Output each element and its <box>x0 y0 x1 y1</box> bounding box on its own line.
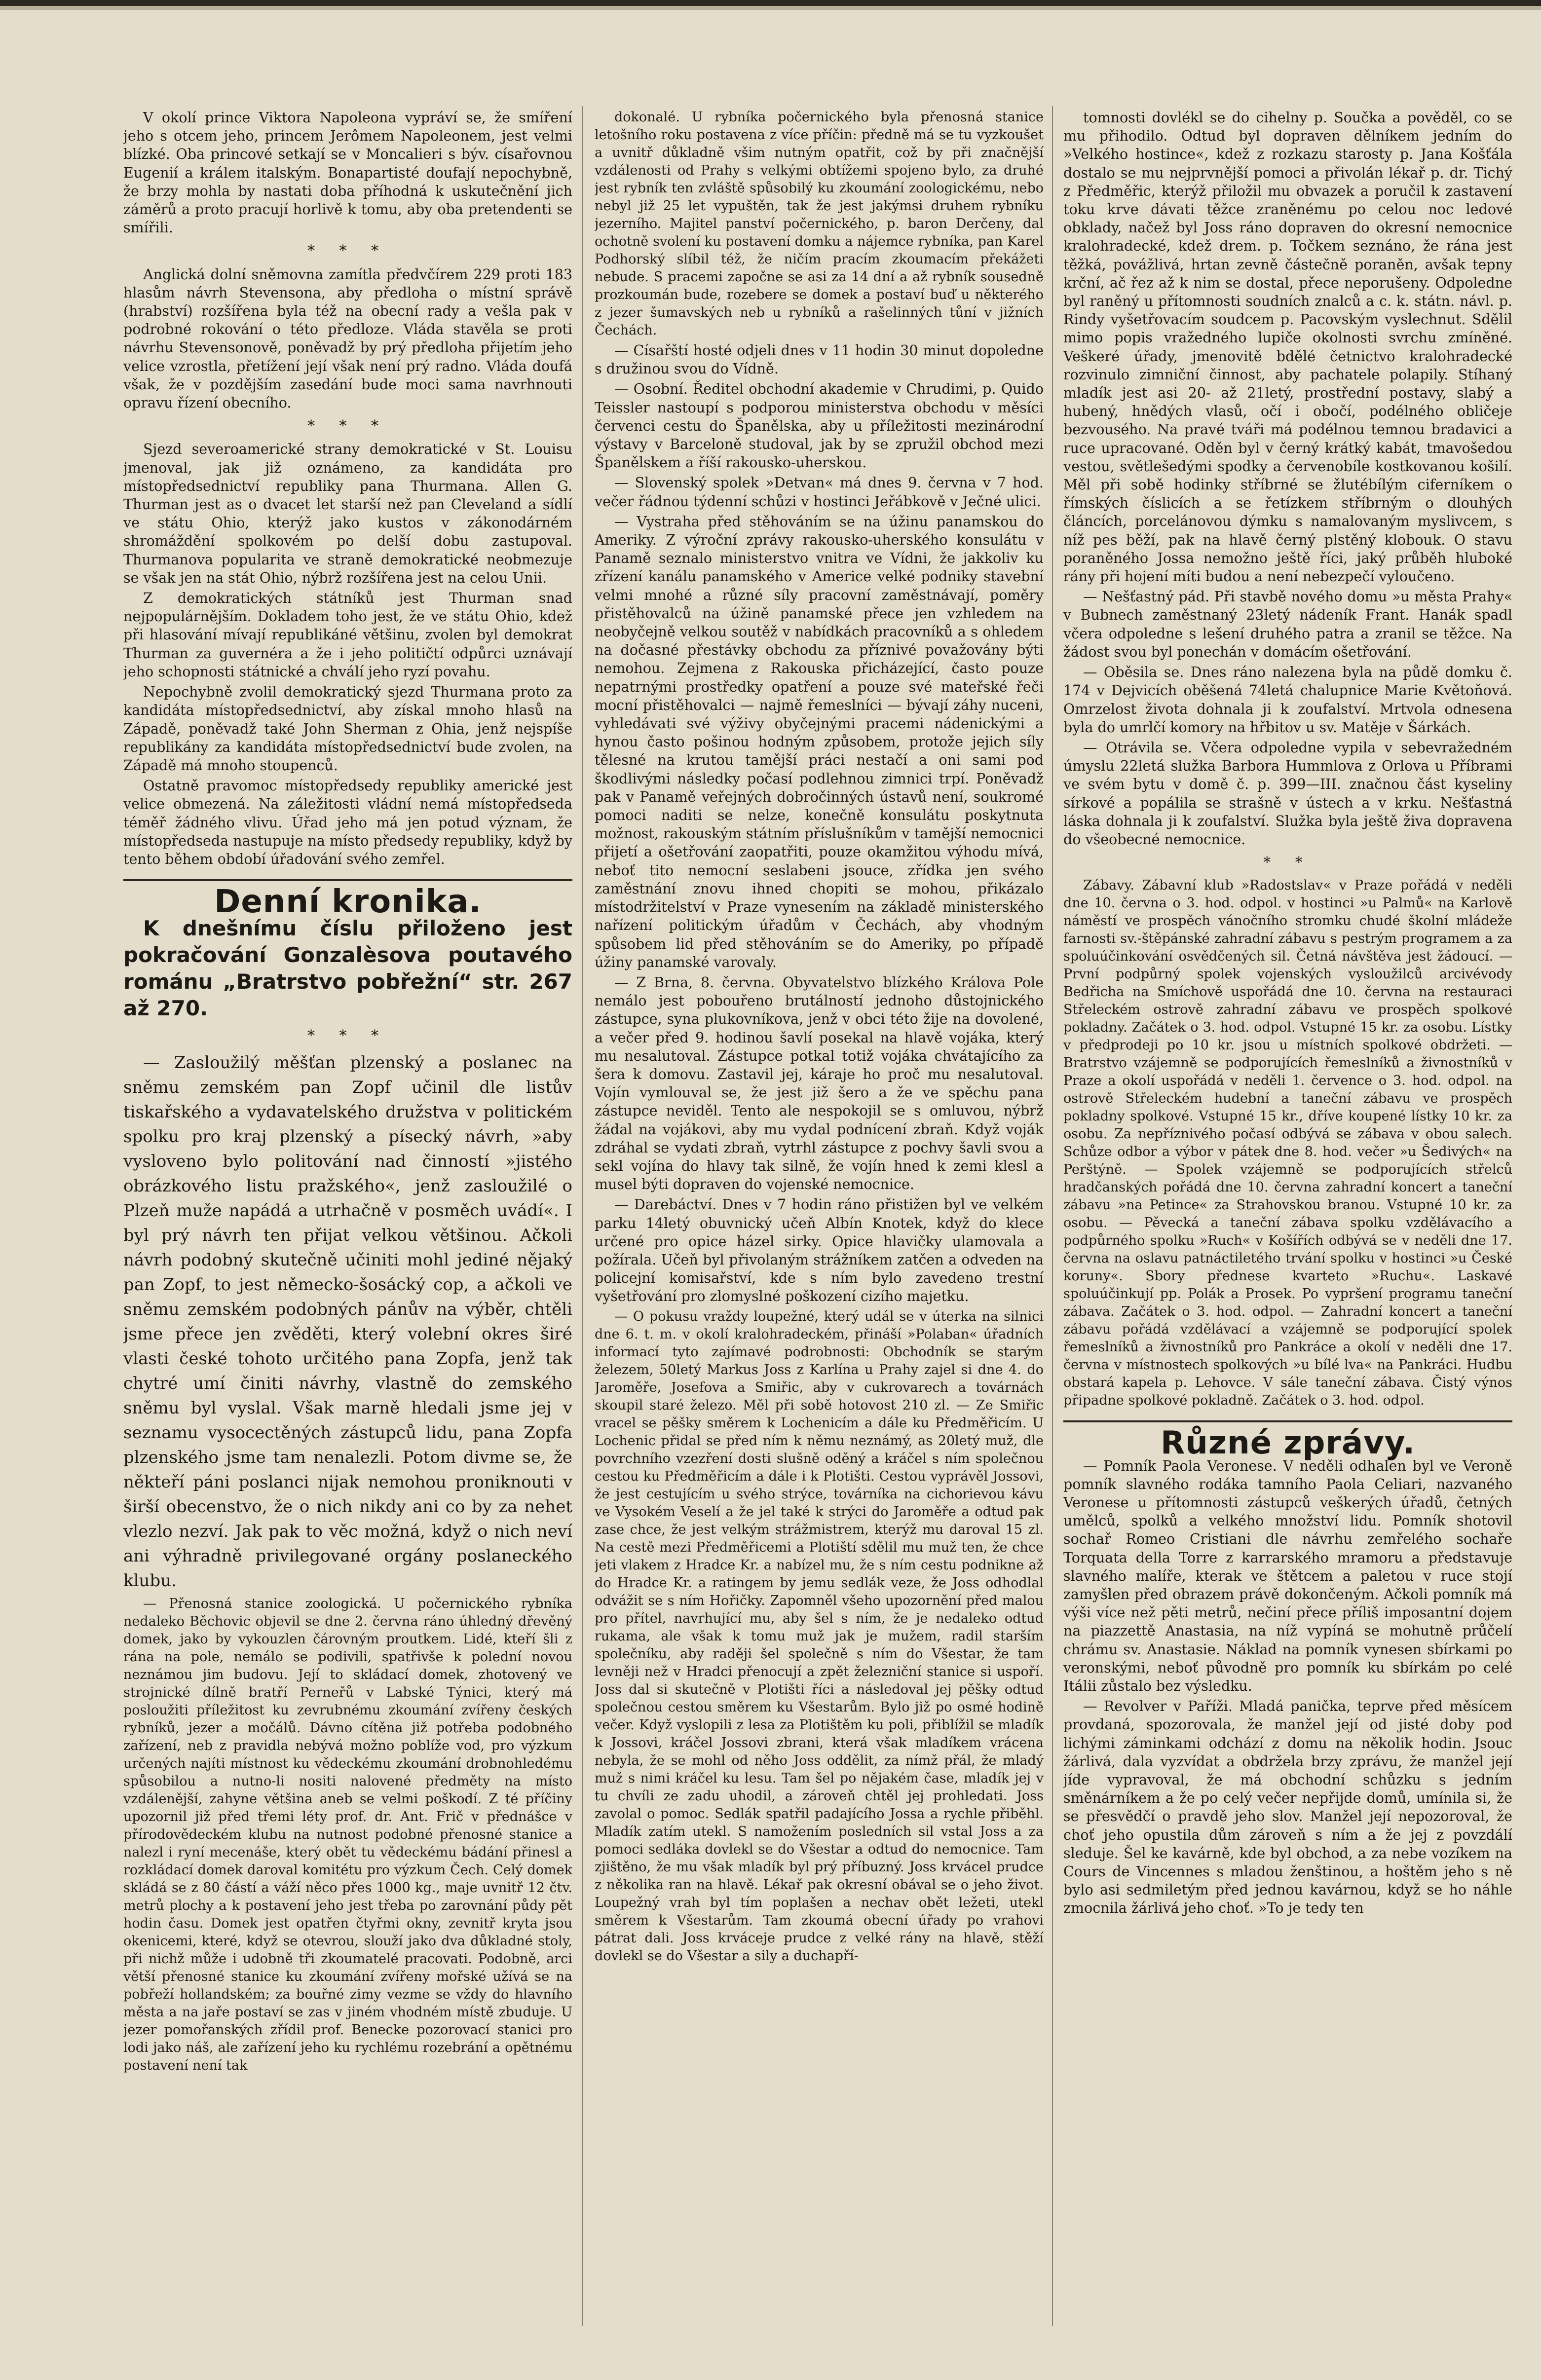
article-stanice-pokracovani: dokonalé. U rybníka počernického byla přenosná stanice letošního roku postavena z více příčin: předně má se tu vyzkoušet a uvnitř důkladně všim nutným opatřit, což by při značnější vzdálenosti od Prahy s velkými obtížemi spojeno bylo, za druhé jest rybník ten zvláště spůsobilý ku zkoumání zoologickému, nebo nebyl již 25 let vypuštěn, tak že jest jakýmsi druhem rybníku jezerního. Majitel panství počernického, p. baron Derčeny, dal ochotně svolení ku postavení domku a nájemce rybníka, pan Karel Podhorský slíbil též, že ničím pracím zkoumacím překážeti nebude. S pracemi započne se asi za 14 dní a až rybník sousedně prozkoumán bude, rozebere se domek a postaví buď u některého z jezer šumavských neb u rybníků a rašelinných tůní v jižních Čechách. <box>595 110 1044 338</box>
article-pokus-vrazdy: — O pokusu vraždy loupežné, který udál se v úterka na silnici dne 6. t. m. v okolí kralohradeckém, přináší »Polaban« úřadních informací tyto zajímavé podrobnosti: Obchodník se starým železem, 50letý Markus Joss z Karlína u Prahy zajel si dne 4. do Jaroměře, Josefova a Smiřic, aby v cukrovarech a továrnách skoupil staré železo. Měl při sobě hotovost 210 zl. — Ze Smiřic vracel se pěšky směrem k Lochenicím a dále ku Předměřicím. U Lochenic přidal se před ním k němu neznámý, as 20letý muž, dle povrchního vzezření dosti slušně oděný a kráčel s ním společnou cestou ku Předměřicím a dále i k Plotišti. Cestou vyprávěl Jossovi, že jest cestujícím u svého strýce, továrníka na cichorievou kávu ve Vysokém Veselí a že jel také k strýci do Jaroměře a odtud pak zase chce, že jest velkým strážmistrem, kterýž mu daroval 15 zl. Na cestě mezi Předměřicemi a Plotiští sdělil mu muž ten, že chce jeti vlakem z Hradce Kr. a nabízel mu, že s ním cestu podnikne až do Hradce Kr. a ratingem by jemu sedlák veze, že Joss odhodlal odvážit se s ním Hořičky. Zapomněl všeho upozornění před malou pro přítel, navrhující mu, aby šel s ním, že je nedaleko odtud rukama, ale však k tomu muž jak je mužem, radil starším společníku, aby raději šel společně s ním do Všestar, že tam levněji než v Hradci přenocují a zpět železniční stanice si uspoří. Joss dal si skutečně v Plotišti říci a následoval jej pěšky odtud společnou cestou směrem ku Všestarům. Bylo již po osmé hodině večer. Když vyslopili z lesa za Plotištěm ku poli, přiblížil se mladík k Jossovi, kráčel Jossovi zbrani, která však mladíkem vrácena nebyla, že se mohl od něho Joss oddělit, za nímž přál, že mladý muž s nimi kráčel ku lesu. Tam šel po nějakém čase, mladík jej v tu chvíli ze zadu uhodil, a zároveň chtěl jej prohledati. Joss zavolal o pomoc. Sedlák spatřil padajícího Jossa a rychle přiběhl. Mladík zatím utekl. S namožením posledních sil vstal Joss a za pomoci sedláka dovlekl se do Všestar a odtud do nemocnice. Tam zjištěno, že mu však mladík byl prý příbuzný. Joss krvácel prudce z několika ran na hlavě. Lékař pak okresní obával se o jeho život. Loupežný vrah byl tím poplašen a nechav obět ležeti, utekl směrem k Všestarům. Tam zkoumá obecní úřady po vrahovi pátrat dali. Joss krváceje prudce z velké rány na hlavě, stěží dovlekl se do Všestar a sily a duchapří- <box>595 1308 1044 1964</box>
article-nestastny-pad: — Nešťastný pád. Při stavbě nového domu »u města Prahy« v Bubnech zaměstnaný 23letý nádeník Frant. Hanák spadl včera odpoledne s lešení druhého patra a zranil se těžce. Na žádost svou byl ponechán v domácím ošetřování. <box>1063 589 1512 660</box>
column-1 <box>123 109 572 2329</box>
section-heading-denni-kronika: Denní kronika. <box>214 884 482 921</box>
separator-stars: * * * <box>307 1027 389 1045</box>
article-cisarsti-hoste: — Císařští hosté odjeli dnes v 11 hodin 30 minut dopoledne s družinou svou do Vídně. <box>595 342 1044 377</box>
column-rule <box>582 106 583 2326</box>
article-z-brna: — Z Brna, 8. června. Obyvatelstvo blízkého Králova Pole nemálo jest pobouřeno brutálností jednoho důstojnického zástupce, syna plukovníkova, jenž v obci této žije na dovolené, a večer před 9. hodinou šavlí posekal na hlavě vojáka, který mu nesalutoval. Zástupce potkal totiž vojáka chvátajícího za šera k domovu. Zastavil jej, káraje ho proč mu nesalutoval. Vojín vymlouval se, že jest již šero a že ve spěchu pana zástupce neviděl. Tento ale nespokojil se s omluvou, nýbrž žádal na vojákovi, aby mu vydal podnícení zbraň. Když voják zdráhal se vydati zbraň, vytrhl zástupce z pochvy šavli svou a sekl vojína do hlavy tak silně, že vojín hned k zemi klesl a musel býti dopraven do vojenské nemocnice. <box>595 974 1044 1193</box>
article-thurman-kandidat: Nepochybně zvolil demokratický sjezd Thurmana proto za kandidáta místopředsednictví, aby získal mnoho hlasů na Západě, poněvadž také John Sherman z Ohia, jenž nejspíše republikány za kandidáta místopředsednictví bude zvolen, na Západě má mnoho stoupenců. <box>123 684 572 774</box>
article-stanice-zoologicka: — Přenosná stanice zoologická. U počernického rybníka nedaleko Běchovic objevil se dne 2. června ráno úhledný dřevěný domek, jako by vykouzlen čárovným proutkem. Lidé, kteří šli z rána na pole, nemálo se podivili, spatřivše k polední novou neznámou jim budovu. Její to skládací domek, zhotovený ve strojnické dílně bratří Perneřů v Labské Týnici, který má posloužiti příležitost ku zevrubnému zkoumání zvířeny českých rybníků, jezer a močálů. Dávno cítěna již potřeba podobného zařízení, neb z pravidla nebývá možno poblíže vod, pro výzkum určených najíti místnost ku vědeckému zkoumání drobnohledému spůsobilou a nutno-li nositi nalovené předměty na místo vzdálenější, zahyne většina aneb se velmi poškodí. Z té příčiny upozornil již před třemi léty prof. dr. Ant. Frič v přednášce v přírodovědeckém klubu na nutnost podobné přenosné stanice a nalezl i ryní mecenáše, který obět tu vědeckému bádání přinesl a rozkládací domek daroval komitétu pro výzkum Čech. Celý domek skládá se z 80 částí a váží něco přes 1000 kg., maje uvnitř 12 čtv. metrů plochy a k postavení jeho jest třeba po zarovnání půdy pět hodin času. Domek jest opatřen čtyřmi okny, zevnitř kryta jsou okenicemi, které, když se otevrou, slouží jako dva důkladné stoly, při nichž může i udobně tři zkoumatelé pracovati. Podobně, arci větší přenosné stanice ku zkoumání zvířeny mořské užívá se na pobřeží hollandském; za bouřné zimy vezme se vždy do hlavního města a na jaře postaví se zas v jiném vhodném místě zbuduje. U jezer pomořanských zřídil prof. Benecke pozorovací stanici pro lodi jako náš, ale zařízení jeho ku rychlému rozebrání a opětnému postavení není tak <box>123 1596 572 2073</box>
separator-stars: * * * <box>307 242 389 260</box>
article-revolver-pariz: — Revolver v Paříži. Mladá panička, teprve před měsícem provdaná, spozorovala, že manžel její od jisté doby pod lichými záminkami odchází z domu na několik hodin. Jsouc žárlivá, dala vyzvídat a obdržela brzy zprávu, že manžel její jíde vypravoval, že má obchodní schůzku s jedním směnárníkem a že po celý večer nepřijde domů, umínila si, že se přesvědčí o pravdě jeho slov. Manžel její nepozoroval, že choť jeho opustila dům zároveň s ním a že jej z povzdálí sleduje. Šel ke kavárně, kde byl obchod, a za nebe vozíkem na Cours de Vincennes s mladou ženštinou, a hoštěm jeho s ně bylo asi sedmiletým před jednou kavárnou, když se ho náhle zmocnila žárlivá jeho choť. »To je tedy ten <box>1063 1698 1512 1917</box>
article-osobni: — Osobní. Ředitel obchodní akademie v Chrudimi, p. Quido Teissler nastoupí s podporou ministerstva obchodu v měsíci červenci cestu do Španělska, aby u příležitosti mezinárodní výstavy v Barceloně studoval, jak by se zpružil obchod mezi Španělskem a říší rakousko-uherskou. <box>595 381 1044 471</box>
article-anglicka-snemovna: Anglická dolní sněmovna zamítla předvčírem 229 proti 183 hlasům návrh Stevensona, aby předloha o místní správě (hrabství) rozšířena byla též na obecní rady a vešla pak v podrobné rokování o této předloze. Vláda stavěla se proti návrhu Stevensonově, poněvadž by prý předloha přijetím jeho velice vzrostla, přetížení její však není prý radno. Vláda doufá však, že v pozdějším zasedání bude moci sama navrhnouti opravu řízení obecního. <box>123 266 572 411</box>
separator-stars: * * <box>1263 854 1313 872</box>
supplement-notice: K dnešnímu číslu přiloženo jest pokračování Gonzalèsova poutavého románu „Bratrstvo pobřežní“ str. 267 až 270. <box>123 916 572 1021</box>
article-detvan: — Slovenský spolek »Detvan« má dnes 9. června v 7 hod. večer řádnou týdenní schůzi v hostinci Jeřábkově v Ječné ulici. <box>595 475 1044 510</box>
section-rule <box>1063 1420 1512 1422</box>
section-heading-ruzne-zpravy: Různé zprávy. <box>1160 1425 1416 1462</box>
article-napoleon: V okolí prince Viktora Napoleona vypráví se, že smíření jeho s otcem jeho, princem Jerômem Napoleonem, jest velmi blízké. Oba princové setkají se v Moncalieri s býv. císařovnou Eugenií a králem italským. Bonapartisté doufají nepochybně, že brzy mohla by nastati doba příhodná k uskutečnění jich záměrů a proto pracují horlivě k tomu, aby oba pretendenti se smířili. <box>123 110 572 236</box>
column-3 <box>1063 109 1512 2329</box>
separator-stars: * * * <box>307 417 389 435</box>
article-pomnik-veronese: — Pomník Paola Veronese. V neděli odhalen byl ve Veroně pomník slavného rodáka tamního Paola Celiari, nazvaného Veronese u přítomnosti zástupců veškerých úřadů, četných umělců, spolků a velkého množství lidu. Pomník shotovil sochař Romeo Cristiani dle návrhu zemřelého sochaře Torquata della Torre z karrarského mramoru a představuje slavného malíře, kterak ve štětcem a paletou v ruce stojí zamyšlen před obrazem právě dokončeným. Ačkoli pomník má výši více než pěti metrů, nečiní přece příliš imposantní dojem na piazzettě Anastasia, na níž vypíná se mohutně průčelí chrámu sv. Anastasie. Náklad na pomník vynesen sbírkami po veronskými, neboť původně pro pomník ku sbírkám po celé Itálii zůstalo bez výsledku. <box>1063 1457 1512 1694</box>
article-darebactvi: — Darebáctví. Dnes v 7 hodin ráno přistižen byl ve velkém parku 14letý obuvnický učeň Albín Knotek, když do klece určené pro opice házel sirky. Opice hlavičky ulamovala a požírala. Učeň byl přivolaným strážníkem zatčen a odveden na policejní komisařství, kde s ním bylo zavedeno trestní vyšetřování pro zlomyslné poškození cizího majetku. <box>595 1196 1044 1305</box>
article-thurman-popularita: Z demokratických státníků jest Thurman snad nejpopulárnějším. Dokladem toho jest, že ve státu Ohio, kdež při hlasování mívají republikáné většinu, zvolen byl demokrat Thurman za guvernéra a že i jeho političtí odpůrci uznávají jeho schopnosti státnické a chválí jeho ryzí povahu. <box>123 590 572 680</box>
article-pokus-vrazdy-pokracovani: tomnosti dovlékl se do cihelny p. Součka a pověděl, co se mu přihodilo. Odtud byl dopraven dělníkem jedním do »Velkého hostince«, kdež z rozkazu starosty p. Jana Košťála dostalo se mu nejprvnější pomoci a přivolán lékař p. dr. Tichý z Předměřic, kterýž přiložil mu obvazek a poručil k zastavení toku krve dávati těžce zraněnému po celou noc ledové obklady, načež byl Joss ráno dopraven do okresní nemocnice kralohradecké, kdež drem. p. Točkem seznáno, že rána jest těžká, povážlivá, hrtan zevně částečně poraněn, avšak tepny krční, ač řez až k nim se dostal, přece neporušeny. Odpoledne byl raněný u přítomnosti soudních znalců a c. k. státn. návl. p. Rindy vyšetřovacím soudcem p. Pacovským vyslechnut. Sdělil mimo popis vražedného lupiče okolnosti svrchu zmíněné. Veškeré úřady, jmenovitě bdělé četnictvo kralohradecké rozvinulo zimniční činnost, aby pachatele polapily. Stíhaný mladík jest asi 20- až 21letý, prostřední postavy, slabý a hubený, hnědých vlasů, očí i obočí, podélného obličeje bezvousého. Na pravé tváři má podélnou temnou bradavici a ruce upracované. Oděn byl v černý krátký kabát, tmavošedou vestou, světlešedými spodky a červenobíle kostkovanou košilí. Měl při sobě hodinky stříbrné se žlutébílým ciferníkem o římských číslicích a se řetízkem stříbrným o dlouhých článcích, porcelánovou dýmku s namalovaným myslivcem, s níž pes běží, pak na hlavě černý plstěný klobouk. O stavu poraněného Jossa nemožno ještě říci, jaký průběh hluboké rány při hojení míti budou a není nebezpečí vyloučeno. <box>1063 110 1512 585</box>
column-2 <box>595 109 1044 2329</box>
article-zabavy: Zábavy. Zábavní klub »Radostslav« v Praze pořádá v neděli dne 10. června o 3. hod. odpol. v hostinci »u Palmů« na Karlově náměstí ve prospěch vánočního stromku chudé školní mládeže farnosti sv.-štěpánské zahradní zábavu s pestrým programem a za spoluúčinkování osvědčených sil. Četná návštěva jest žádoucí. — První podpůrný spolek vojenských vysloužilců arcivévody Bedřicha na Smíchově uspořádá dne 10. června na restauraci Střeleckém ostrově zahradní zábavu ve prospěch spolkové pokladny. Začátek o 3. hod. odpol. Vstupné 15 kr. za osobu. Lístky v předprodeji po 10 kr. jsou u místních spolkové obdržeti. — Bratrstvo vzájemně se podporujících řemeslníků a živnostníků v Praze a okolí uspořádá v neděli 1. července o 3. hod. odpol. na ostrově Střeleckém hudební a taneční zábavu ve prospěch pokladny spolkové. Vstupné 15 kr., dříve koupené lístky 10 kr. za osobu. Za nepříznivého počasí odbývá se zábava v obou salech. Schůze odbor a výbor v pátek dne 8. hod. večer »u Šedivých« na Perštýně. — Spolek vzájemně se podporujících střelců hradčanských pořádá dne 10. června zahradní koncert a taneční zábavu »na Petince« za Strahovskou branou. Vstupné 10 kr. za osobu. — Pěvecká a taneční zábava spolku vzdělávacího a podpůrného spolku »Ruch« v Košířích odbývá se v neděli dne 17. června na oslavu patnáctiletého trvání spolku v hostinci »u České koruny«. Sbory přednese kvarteto »Ruchu«. Laskavé spoluúčinkují pp. Polák a Prosek. Po vypršení programu taneční zábava. Začátek o 3. hod. odpol. — Zahradní koncert a taneční zábavu pořádá vzdělávací a vzájemně se podporující spolek řemeslníků a živnostníků pro Pankráce a okolí v neděli dne 17. června v místnostech spolkových »u bílé lva« na Pankráci. Hudbu obstará kapela p. Lehovce. V sále taneční zábava. Čistý výnos připadne spolkové pokladně. Začátek o 3. hod. odpol. <box>1063 878 1512 1409</box>
article-pan-zopf: — Zasloužilý měšťan plzenský a poslanec na sněmu zemském pan Zopf učinil dle listův tiskařského a vydavatelského družstva v politickém spolku pro kraj plzenský a písecký návrh, »aby vysloveno bylo politování nad činností »jistého obrázkového listu pražského«, jenž zasloužilé o Plzeň muže napádá a utrhačně v posměch uvádí«. I byl prý návrh ten přijat velkou většinou. Ačkoli návrh podobný skutečně učiniti mohl jediné nějaký pan Zopf, to jest německo-šosácký cop, a ačkoli ve sněmu zemském podobných pánův na výběr, chtěli jsme přece jen zvěděti, který volební okres širé vlasti české tohoto určitého pana Zopfa, jenž tak chytré umí činiti návrhy, vlastně do zemského sněmu byl vyslal. Však marně hledali jsme jej v seznamu vysocectěných zástupců lidu, pana Zopfa plzenského jsme tam nenalezli. Potom divme se, že někteří páni poslanci nijak nemohou proniknouti v širší obecenstvo, že o nich nikdy ani co by za nehet vlezlo nezví. Jak pak to věc možná, když o nich neví ani výhradně privilegované orgány poslaneckého klubu. <box>123 1052 572 1591</box>
article-sjezd-demokratu: Sjezd severoamerické strany demokratické v St. Louisu jmenoval, jak již oznámeno, za kandidáta pro místopředsednictví republiky pana Thurmana. Allen G. Thurman jest as o dvacet let starší než pan Cleveland a sídlí ve státu Ohio, kterýž jako kustos v zákonodárném shromáždění spolkovém po delší dobu zastupoval. Thurmanova popularita ve straně demokratické neobmezuje se však jen na stát Ohio, nýbrž rozšířena jest na celou Unii. <box>123 441 572 586</box>
article-obesila-se: — Oběsila se. Dnes ráno nalezena byla na půdě domku č. 174 v Dejvicích oběšená 74letá chalupnice Marie Květoňová. Omrzelost života dohnala ji k zoufalství. Mrtvola odnesena byla do umrlčí komory na hřbitov u sv. Matěje v Šárkách. <box>1063 664 1512 736</box>
section-rule <box>123 879 572 881</box>
scan-edge <box>0 0 1541 49</box>
article-otravila-se: — Otrávila se. Včera odpoledne vypila v sebevražedném úmyslu 22letá služka Barbora Hummlova z Orlova u Příbrami ve svém bytu v domě č. p. 399—III. značnou část kyseliny sírkové a popálila se strašně v ústech a v krku. Nešťastná láska dohnala ji k zoufalství. Služka byla ještě živa dopravena do všeobecné nemocnice. <box>1063 739 1512 848</box>
column-rule <box>1052 106 1053 2326</box>
article-vystraha-panama: — Vystraha před stěhováním se na úžinu panamskou do Ameriky. Z výroční zprávy rakousko-uherského konsulátu v Panamě seznalo ministerstvo vnitra ve Vídni, že jakkoliv ku zřízení kanálu panamského v Americe velké podniky stavební velmi mnohé a různé síly pracovní zaměstnávají, poměry přistěhovalců na úžině panamské přece jen vzhledem na neobyčejně velkou soutěž v nabídkách pracovníků a s ohledem na dočasné přestávky obchodu za příznivé považovány býti nemohou. Zejmena z Rakouska přicházející, často pouze nepatrnými prostředky opatření a pouze své mateřské řeči mocní přistěhovalci — najmě řemeslníci — bývají záhy nuceni, vyhledávati své výživy obyčejnými pracemi nádenickými a hynou často pošinou hodným způsobem, protože jejich síly tělesné na krutou tamější práci nestačí a oni sami pod škodlivými následky počasí podlehnou zimnici trpí. Poněvadž pak v Panamě veřejných dobročinných ústavů není, soukromé pomoci naditi se nelze, konečně konsulátu poskytnuta možnost, rakouským státním příslušníkům v tamější nemocnici přijetí a ošetřování zaopatřiti, pouze okamžitou výhodu mívá, neboť tito nemocní seslabeni jsouce, zřídka jen svého zaměstnání znovu ihned chopiti se mohou, přikázalo místodržitelství v Praze vynesením na základě ministerského nařízení politickým úřadům v Čechách, aby vhodným spůsobem lid před stěhováním se do Ameriky, po případě úžiny panamské varovaly. <box>595 513 1044 970</box>
article-mistopredseda: Ostatně pravomoc místopředsedy republiky americké jest velice obmezená. Na záležitosti vládní nemá místopředseda téměř žádného vlivu. Úřad jeho má jen potud význam, že místopředseda nastupuje na místo předsedy republiky, když by tento během období úřadování svého zemřel. <box>123 778 572 867</box>
